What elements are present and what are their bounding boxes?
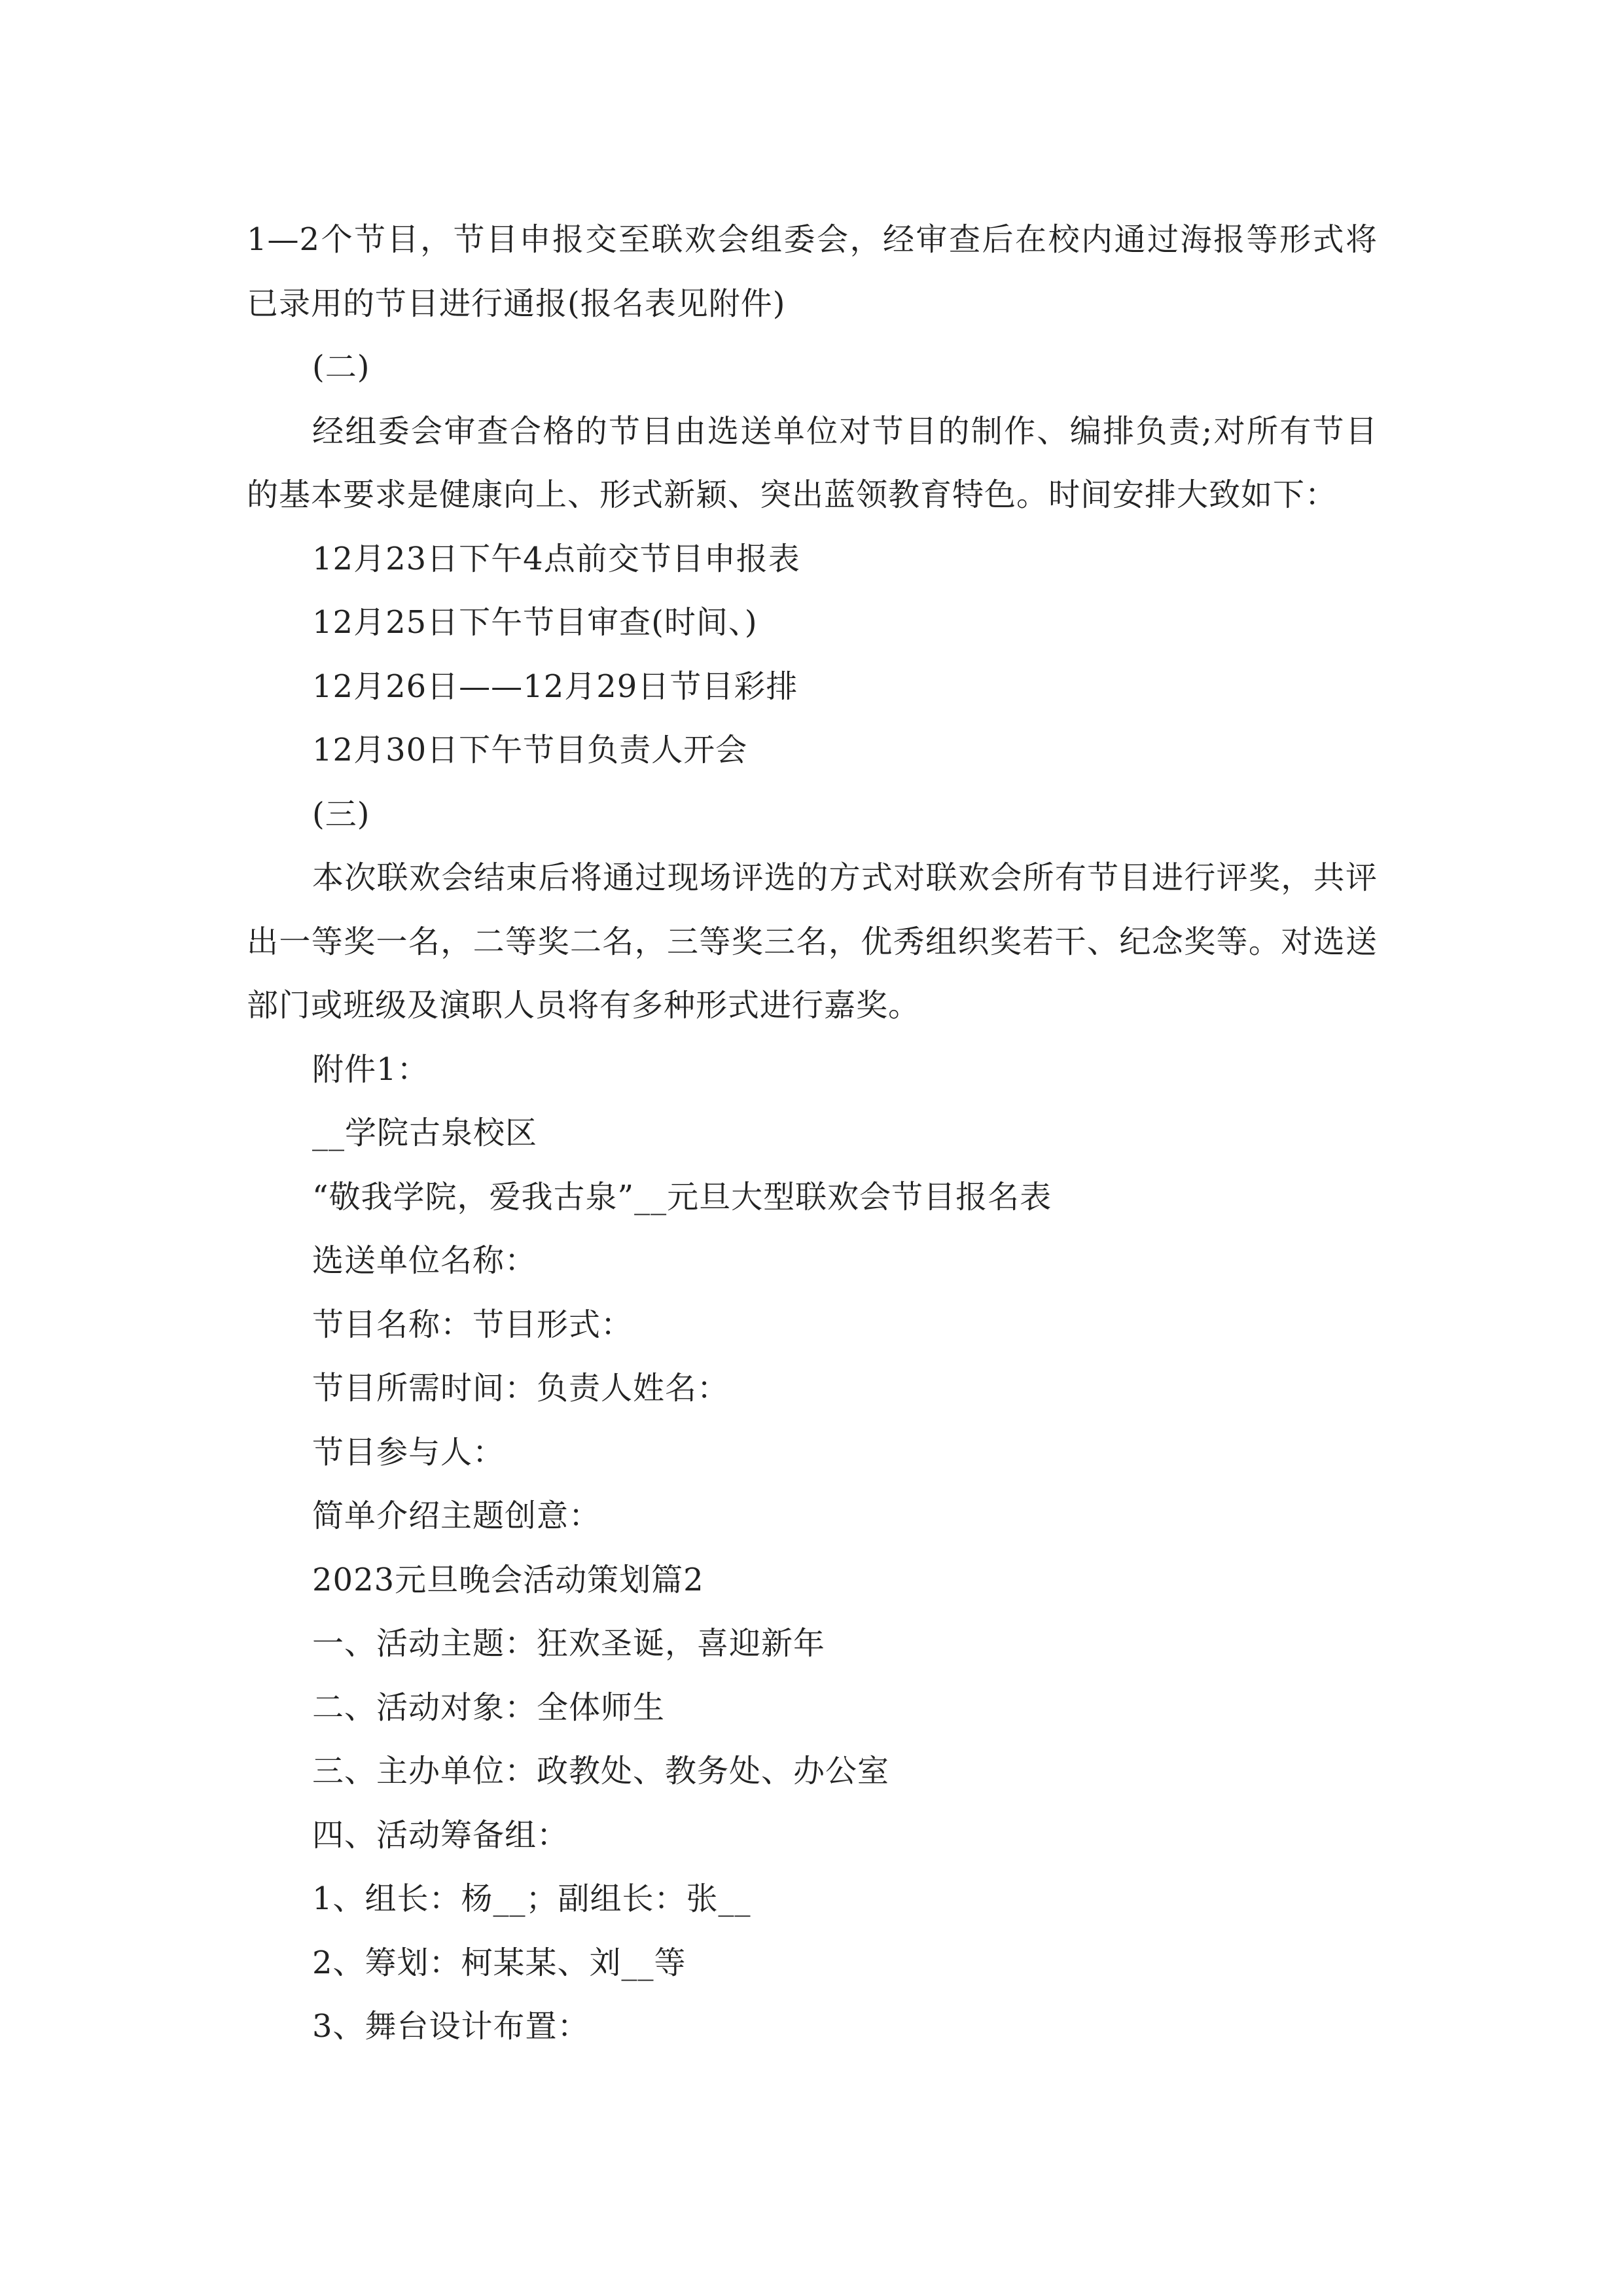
plan-item: 二、活动对象：全体师生 <box>312 1689 666 1726</box>
paragraph-program-submission: 1—2个节目，节目申报交至联欢会组委会，经审查后在校内通过海报等形式将已录用的节目进行通报(报名表见附件) <box>247 221 1378 322</box>
form-field: 选送单位名称： <box>312 1242 537 1279</box>
form-field: 节目名称：节目形式： <box>312 1306 633 1343</box>
plan-item: 1、组长：杨__；副组长：张__ <box>312 1880 751 1917</box>
plan-item: 2、筹划：柯某某、刘__等 <box>312 1944 687 1981</box>
form-field: 节目所需时间：负责人姓名： <box>312 1370 730 1407</box>
form-field: 简单介绍主题创意： <box>312 1498 601 1534</box>
paragraph-program-requirements: 经组委会审查合格的节目由选送单位对节目的制作、编排负责;对所有节目的基本要求是健康向上、形式新颖、突出蓝领教育特色。时间安排大致如下： <box>247 412 1378 513</box>
schedule-item: 12月25日下午节目审查(时间、) <box>312 604 758 641</box>
section-heading-2: (二) <box>312 349 370 386</box>
attachment-label: 附件1： <box>312 1050 429 1088</box>
paragraph-awards: 本次联欢会结束后将通过现场评选的方式对联欢会所有节目进行评奖，共评出一等奖一名，二等奖二名，三等奖三名，优秀组织奖若干、纪念奖等。对选送部门或班级及演职人员将有多种形式进行嘉奖。 <box>247 859 1378 1024</box>
form-title: “敬我学院，爱我古泉”__元旦大型联欢会节目报名表 <box>312 1178 1052 1215</box>
schedule-item: 12月23日下午4点前交节目申报表 <box>312 540 800 577</box>
section-heading-3: (三) <box>312 795 370 833</box>
schedule-item: 12月30日下午节目负责人开会 <box>312 732 748 768</box>
document-body <box>247 208 1378 2059</box>
plan-item: 一、活动主题：狂欢圣诞，喜迎新年 <box>312 1625 826 1662</box>
plan-item: 四、活动筹备组： <box>312 1816 569 1854</box>
plan-item: 三、主办单位：政教处、教务处、办公室 <box>312 1753 890 1789</box>
plan-title: 2023元旦晚会活动策划篇2 <box>312 1561 704 1598</box>
plan-item: 3、舞台设计布置： <box>312 2008 590 2045</box>
form-field: 节目参与人： <box>312 1433 505 1471</box>
schedule-item: 12月26日——12月29日节目彩排 <box>312 668 798 705</box>
campus-name: __学院古泉校区 <box>312 1115 538 1151</box>
